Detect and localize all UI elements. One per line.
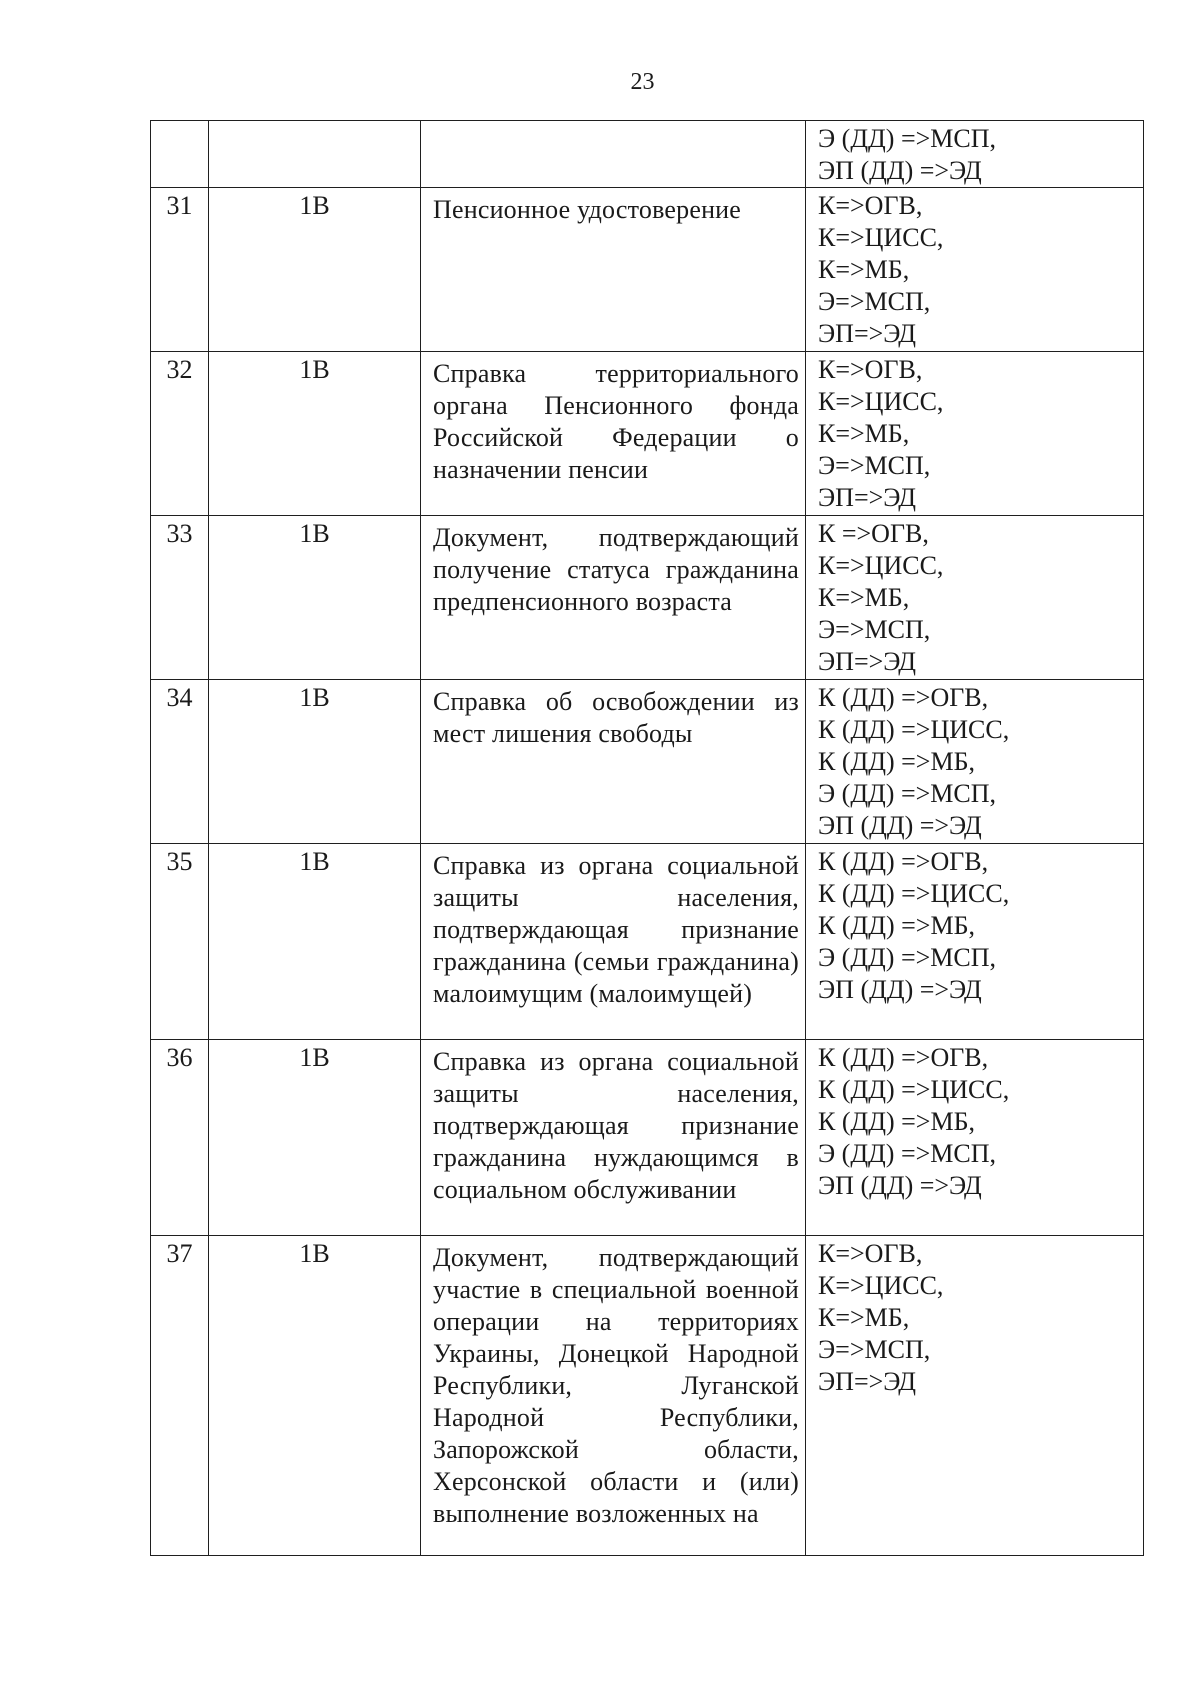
route-line: К=>ЦИСС, [818, 387, 944, 416]
row-code-cell: 1В [209, 1236, 421, 1556]
row-number-cell: 31 [151, 188, 209, 352]
row-routes-cell [806, 516, 1144, 680]
row-number-cell: 34 [151, 680, 209, 844]
route-line: Э=>МСП, [818, 615, 931, 644]
row-code-cell: 1В [209, 844, 421, 1040]
route-line: К (ДД) =>ОГВ, [818, 847, 989, 876]
route-line: К=>ЦИСС, [818, 551, 944, 580]
route-line: К =>ОГВ, [818, 519, 929, 548]
row-code-cell: 1В [209, 516, 421, 680]
route-line: К=>ОГВ, [818, 191, 923, 220]
route-line: Э (ДД) =>МСП, [818, 1139, 997, 1168]
row-routes-cell [806, 1236, 1144, 1556]
route-line: К=>ЦИСС, [818, 1271, 944, 1300]
table-row [151, 680, 1144, 844]
row-routes-cell [806, 1040, 1144, 1236]
route-line: К (ДД) =>ОГВ, [818, 683, 989, 712]
row-code-cell: 1В [209, 680, 421, 844]
route-line: ЭП=>ЭД [818, 319, 916, 348]
route-line: Э (ДД) =>МСП, [818, 124, 997, 153]
route-line: К=>МБ, [818, 583, 910, 612]
route-line: К (ДД) =>ЦИСС, [818, 879, 1010, 908]
route-line: К (ДД) =>ЦИСС, [818, 715, 1010, 744]
row-number-cell [151, 121, 209, 188]
row-name-cell [421, 121, 806, 188]
route-line: К=>МБ, [818, 1303, 910, 1332]
row-routes-cell [806, 188, 1144, 352]
route-line: Э=>МСП, [818, 1335, 931, 1364]
row-routes-cell [806, 352, 1144, 516]
table-row [151, 1040, 1144, 1236]
row-routes-cell [806, 680, 1144, 844]
route-line: ЭП (ДД) =>ЭД [818, 975, 982, 1004]
route-line: К (ДД) =>ЦИСС, [818, 1075, 1010, 1104]
table-row [151, 352, 1144, 516]
row-name-cell: Документ, подтверждающий получение статуса гражданина предпенсионного возраста [421, 516, 806, 680]
row-number-cell: 36 [151, 1040, 209, 1236]
row-number-cell: 37 [151, 1236, 209, 1556]
row-name-cell: Справка из органа социальной защиты населения, подтверждающая признание гражданина нуждающимся в социальном обслуживании [421, 1040, 806, 1236]
documents-table [150, 120, 1144, 1556]
route-line: ЭП (ДД) =>ЭД [818, 811, 982, 840]
row-code-cell: 1В [209, 188, 421, 352]
route-line: Э (ДД) =>МСП, [818, 779, 997, 808]
row-number-cell: 32 [151, 352, 209, 516]
route-line: ЭП (ДД) =>ЭД [818, 1171, 982, 1200]
row-name-cell: Справка территориального органа Пенсионного фонда Российской Федерации о назначении пенсии [421, 352, 806, 516]
row-routes-cell [806, 121, 1144, 188]
route-line: ЭП=>ЭД [818, 647, 916, 676]
route-line: ЭП (ДД) =>ЭД [818, 156, 982, 185]
route-line: К (ДД) =>МБ, [818, 1107, 976, 1136]
route-line: ЭП=>ЭД [818, 1367, 916, 1396]
route-line: К (ДД) =>МБ, [818, 747, 976, 776]
table-row [151, 188, 1144, 352]
route-line: Э (ДД) =>МСП, [818, 943, 997, 972]
route-line: К (ДД) =>ОГВ, [818, 1043, 989, 1072]
row-code-cell [209, 121, 421, 188]
row-name-cell: Справка из органа социальной защиты населения, подтверждающая признание гражданина (семьи гражданина) малоимущим (малоимущей) [421, 844, 806, 1040]
route-line: К=>ЦИСС, [818, 223, 944, 252]
row-number-cell: 33 [151, 516, 209, 680]
table-row [151, 844, 1144, 1040]
route-line: К=>ОГВ, [818, 355, 923, 384]
route-line: К=>МБ, [818, 255, 910, 284]
row-name-cell: Документ, подтверждающий участие в специальной военной операции на территориях Украины, Донецкой Народной Республики, Луганской Народной Республики, Запорожской области, Херсонской области и (или) выполнение возложенных на [421, 1236, 806, 1556]
row-code-cell: 1В [209, 352, 421, 516]
route-line: Э=>МСП, [818, 287, 931, 316]
route-line: ЭП=>ЭД [818, 483, 916, 512]
row-name-cell: Пенсионное удостоверение [421, 188, 806, 352]
row-name-cell: Справка об освобождении из мест лишения свободы [421, 680, 806, 844]
route-line: К=>ОГВ, [818, 1239, 923, 1268]
table-row [151, 121, 1144, 188]
route-line: К=>МБ, [818, 419, 910, 448]
row-code-cell: 1В [209, 1040, 421, 1236]
row-number-cell: 35 [151, 844, 209, 1040]
row-routes-cell [806, 844, 1144, 1040]
route-line: К (ДД) =>МБ, [818, 911, 976, 940]
table-row [151, 516, 1144, 680]
table-row [151, 1236, 1144, 1556]
route-line: Э=>МСП, [818, 451, 931, 480]
page-number: 23 [630, 69, 655, 95]
